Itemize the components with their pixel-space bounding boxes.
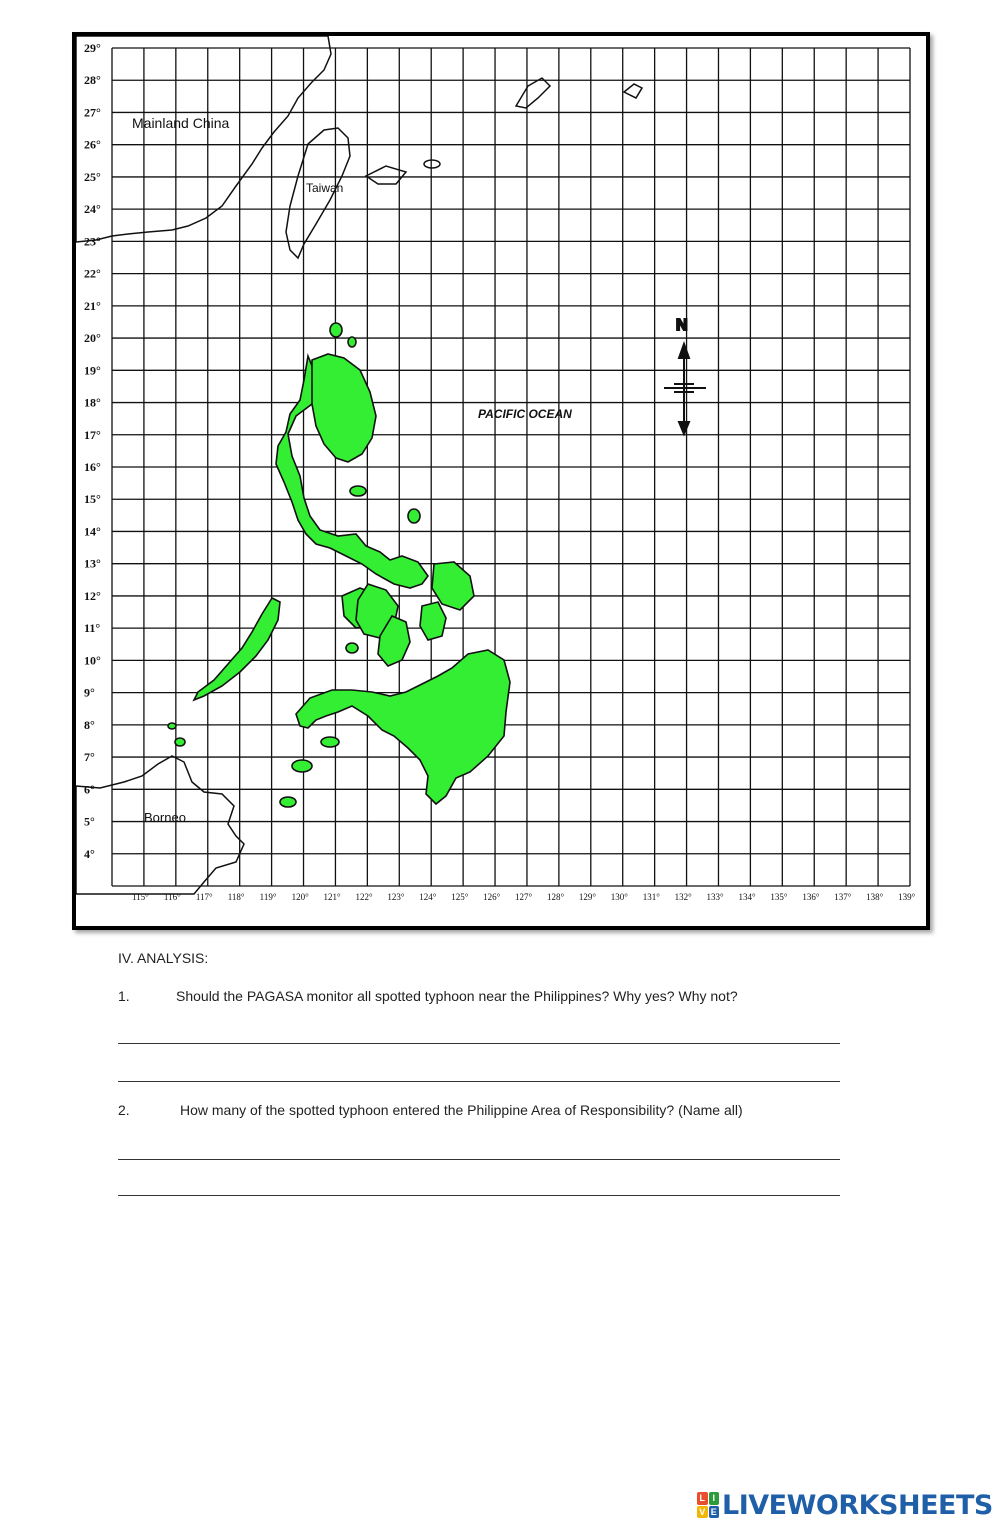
longitude-label: 118°	[227, 892, 245, 902]
analysis-heading: IV. ANALYSIS:	[118, 950, 209, 966]
philippine-islands	[168, 323, 510, 807]
small-island	[330, 323, 342, 337]
question-number: 1.	[118, 988, 130, 1004]
longitude-label: 121°	[323, 892, 341, 902]
longitude-label: 133°	[706, 892, 724, 902]
latitude-label: 28°	[84, 73, 101, 88]
longitude-label: 132°	[674, 892, 692, 902]
latitude-label: 7°	[84, 750, 95, 765]
latitude-label: 21°	[84, 298, 101, 313]
longitude-label: 138°	[866, 892, 884, 902]
longitude-label: 130°	[610, 892, 628, 902]
latitude-label: 25°	[84, 169, 101, 184]
latitude-label: 20°	[84, 331, 101, 346]
longitude-label: 119°	[259, 892, 277, 902]
longitude-label: 126°	[483, 892, 501, 902]
answer-line-2a[interactable]	[118, 1159, 840, 1160]
latitude-label: 16°	[84, 460, 101, 474]
longitude-label: 117°	[195, 892, 213, 902]
longitude-label: 115°	[132, 892, 149, 902]
small-island	[346, 643, 358, 653]
longitude-label: 122°	[355, 892, 373, 902]
longitude-label: 131°	[642, 892, 660, 902]
longitude-label: 135°	[770, 892, 788, 902]
answer-line-1b[interactable]	[118, 1081, 840, 1082]
longitude-label: 120°	[291, 892, 309, 902]
latitude-label: 19°	[84, 363, 101, 378]
mindanao-island	[296, 650, 510, 804]
longitude-label: 116°	[163, 892, 181, 902]
borneo-label: Borneo	[144, 810, 186, 825]
longitude-label: 128°	[546, 892, 565, 902]
longitude-label: 123°	[387, 892, 405, 902]
latitude-label: 24°	[84, 202, 101, 217]
longitude-label: 136°	[802, 892, 820, 902]
question-text: How many of the spotted typhoon entered the Philippine Area of Responsibility? (Name all)	[180, 1102, 743, 1118]
latitude-label: 10°	[84, 653, 101, 668]
palawan-island	[194, 598, 280, 700]
longitude-label: 134°	[738, 892, 756, 902]
longitude-label: 129°	[578, 892, 596, 902]
latitude-label: 12°	[84, 588, 101, 603]
latitude-label: 4°	[84, 846, 95, 861]
latitude-label: 5°	[84, 814, 95, 829]
small-island	[350, 486, 366, 496]
answer-line-1a[interactable]	[118, 1043, 840, 1044]
small-island	[321, 737, 339, 747]
latitude-label: 14°	[84, 524, 101, 539]
longitude-labels	[132, 892, 916, 902]
small-island	[348, 337, 356, 347]
latitude-label: 11°	[84, 621, 101, 636]
latitude-label: 9°	[84, 685, 95, 700]
latitude-label: 22°	[84, 266, 101, 281]
latitude-label: 18°	[84, 395, 101, 410]
north-compass-icon	[664, 317, 706, 434]
taiwan-label: Taiwan	[306, 181, 344, 195]
latitude-label: 27°	[84, 105, 101, 120]
latitude-label: 13°	[84, 556, 101, 571]
logo-badge-icon: L I V E	[697, 1492, 719, 1518]
longitude-label: 137°	[834, 892, 852, 902]
longitude-label: 124°	[419, 892, 437, 902]
latitude-label: 29°	[84, 41, 101, 55]
question-text: Should the PAGASA monitor all spotted typhoon near the Philippines? Why yes? Why not?	[176, 988, 738, 1004]
latitude-label: 6°	[84, 782, 95, 797]
question-number: 2.	[118, 1102, 130, 1118]
typhoon-tracking-map	[72, 32, 930, 930]
mainland-china-label: Mainland China	[132, 115, 230, 131]
liveworksheets-logo	[697, 1486, 993, 1524]
longitude-label: 125°	[451, 892, 469, 902]
leyte-island	[420, 602, 446, 640]
latitude-label: 17°	[84, 427, 101, 442]
small-island	[168, 723, 176, 729]
philippine-grid-map	[76, 36, 926, 926]
latitude-label: 26°	[84, 137, 101, 152]
latitude-label: 8°	[84, 717, 95, 732]
answer-line-2b[interactable]	[118, 1195, 840, 1196]
northern-islands	[366, 78, 642, 184]
pacific-ocean-label: PACIFIC OCEAN	[478, 407, 572, 421]
latitude-label: 23°	[84, 234, 101, 249]
north-label: N	[676, 317, 688, 334]
small-island	[175, 738, 185, 746]
small-island	[292, 760, 312, 772]
small-island	[408, 509, 420, 523]
longitude-label: 127°	[515, 892, 533, 902]
brand-name: LIVEWORKSHEETS	[722, 1489, 993, 1521]
latitude-label: 15°	[84, 492, 101, 507]
small-island	[280, 797, 296, 807]
borneo-landmass	[76, 756, 244, 894]
longitude-label: 139°	[898, 892, 916, 902]
